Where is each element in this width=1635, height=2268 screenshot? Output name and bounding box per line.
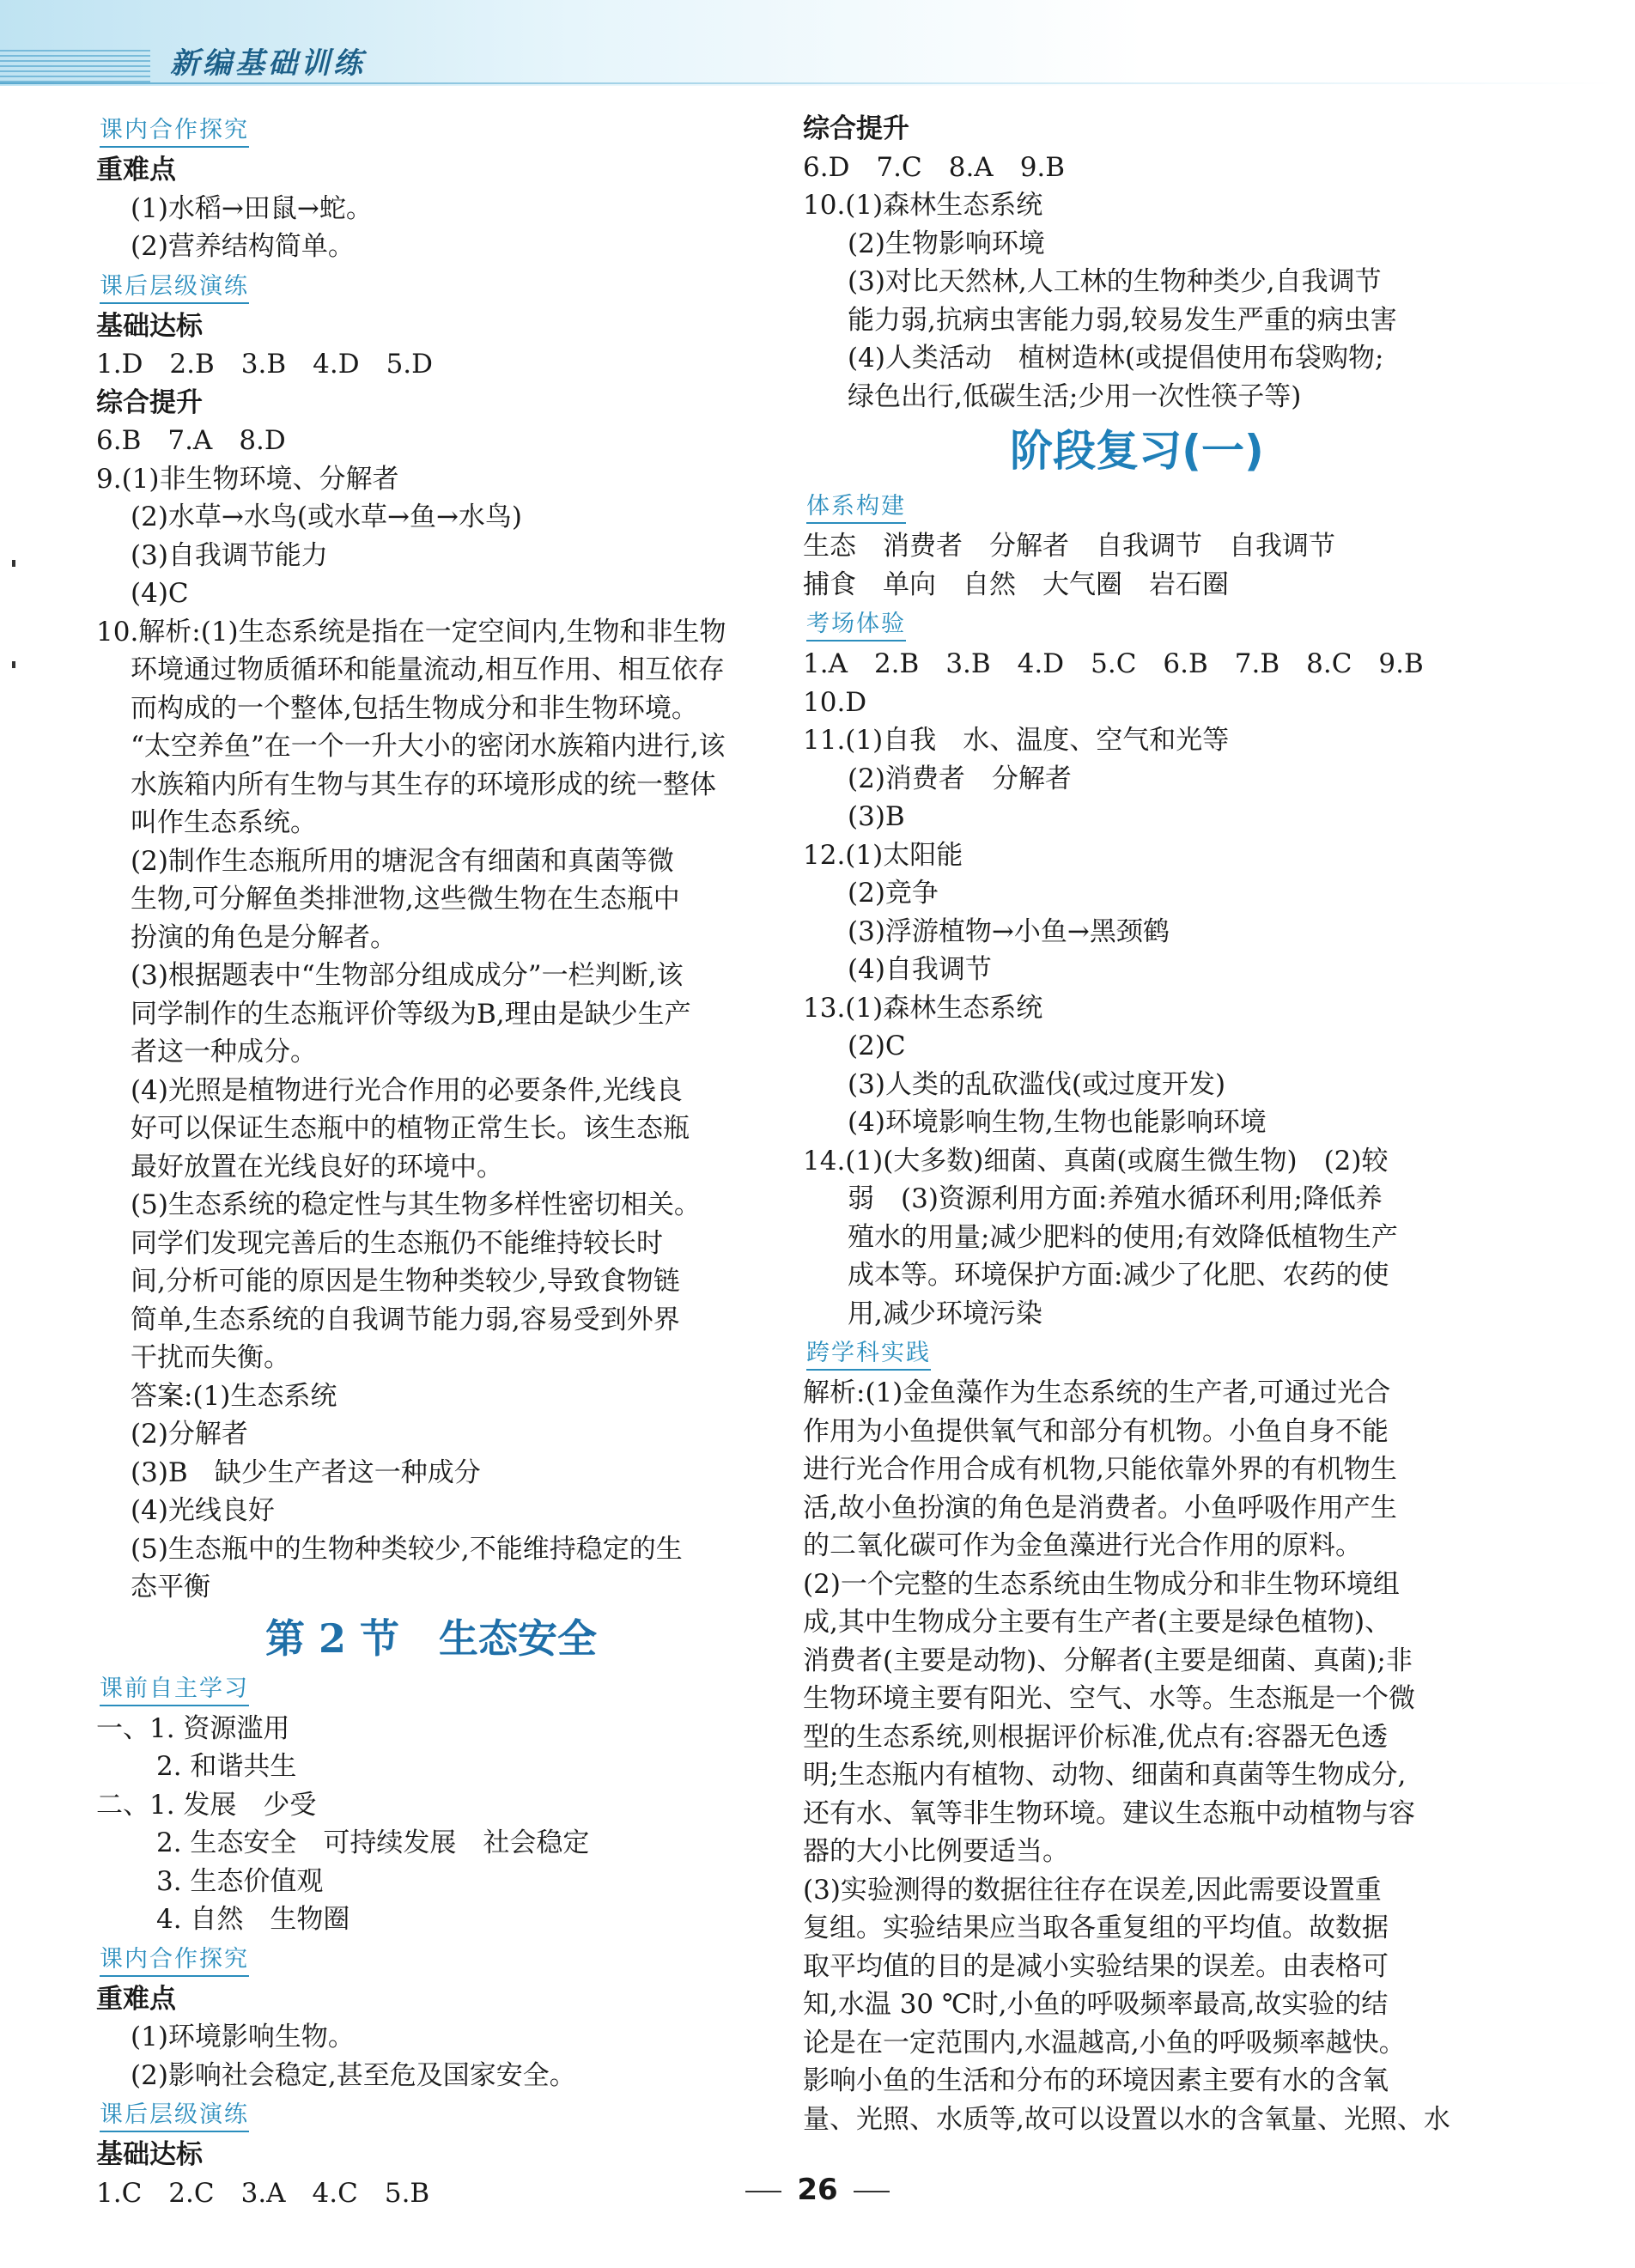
subsection-heading: 重难点 <box>96 1983 176 2015</box>
answer-line: 11.(1)自我 水、温度、空气和光等 <box>803 725 1230 756</box>
answer-line: 明;生态瓶内有植物、动物、细菌和真菌等生物成分, <box>803 1760 1407 1791</box>
left-column <box>96 110 766 2212</box>
answer-line: (3)人类的乱砍滥伐(或过度开发) <box>848 1068 1226 1100</box>
answer-line: (4)自我调节 <box>848 954 992 985</box>
answer-line: 12.(1)太阳能 <box>803 839 963 871</box>
answer-line: (3)浮游植物→小鱼→黑颈鹤 <box>848 915 1170 947</box>
answer-line: (2)影响社会稳定,甚至危及国家安全。 <box>131 2059 576 2091</box>
subsection-heading: 重难点 <box>96 155 176 185</box>
answer-line: 好可以保证生态瓶中的植物正常生长。该生态瓶 <box>131 1113 690 1144</box>
answer-line: 者这一种成分。 <box>131 1037 317 1067</box>
answer-line: 2. 和谐共生 <box>156 1751 297 1782</box>
answer-line: 同学们发现完善后的生态瓶仍不能维持较长时 <box>131 1227 663 1259</box>
answer-line: 叫作生态系统。 <box>131 807 317 838</box>
answer-line: 生物,可分解鱼类排泄物,这些微生物在生态瓶中 <box>131 884 680 915</box>
answer-line: (4)光线良好 <box>131 1495 275 1526</box>
answer-line: 间,分析可能的原因是生物种类较少,导致食物链 <box>131 1266 680 1297</box>
answer-line: (2)竞争 <box>848 878 939 909</box>
answer-line: 生态 消费者 分解者 自我调节 自我调节 <box>803 531 1335 562</box>
section-tag-row <box>803 1333 1471 1374</box>
answer-line: 生物环境主要有阳光、空气、水等。生态瓶是一个微 <box>803 1683 1415 1714</box>
answer-line: 环境通过物质循环和能量流动,相互作用、相互依存 <box>131 654 725 685</box>
section-tag: 课后层级演练 <box>100 271 249 304</box>
answer-line: 同学制作的生态瓶评价等级为B,理由是缺少生产 <box>131 998 691 1030</box>
section-tag-row <box>96 2095 766 2136</box>
answer-line: 1.C 2.C 3.A 4.C 5.B <box>96 2177 430 2209</box>
section-tag-row <box>803 604 1471 645</box>
answer-line: 捕食 单向 自然 大气圈 岩石圈 <box>803 569 1229 600</box>
answer-line: 10.D <box>803 686 867 718</box>
answer-line: 14.(1)(大多数)细菌、真菌(或腐生微生物) (2)较 <box>803 1145 1389 1177</box>
header-decoration <box>0 50 150 82</box>
answer-line: (2)一个完整的生态系统由生物成分和非生物环境组 <box>803 1568 1400 1600</box>
section-tag: 课前自主学习 <box>100 1674 249 1706</box>
answer-line: (2)分解者 <box>131 1419 248 1450</box>
answer-line: (3)根据题表中“生物部分组成成分”一栏判断,该 <box>131 960 684 991</box>
header-divider <box>0 82 1614 84</box>
answer-line: (4)C <box>131 578 189 609</box>
answer-line: 进行光合作用合成有机物,只能依靠外界的有机物生 <box>803 1454 1397 1485</box>
subsection-heading: 综合提升 <box>803 113 909 144</box>
answer-line: (2)水草→水鸟(或水草→鱼→水鸟) <box>131 502 523 532</box>
section-tag: 考场体验 <box>806 609 906 641</box>
answer-line: 活,故小鱼扮演的角色是消费者。小鱼呼吸作用产生 <box>803 1492 1397 1523</box>
answer-line: 论是在一定范围内,水温越高,小鱼的呼吸频率越快。 <box>803 2027 1406 2058</box>
answer-line: 最好放置在光线良好的环境中。 <box>131 1151 503 1183</box>
answer-line: (2)制作生态瓶所用的塘泥含有细菌和真菌等微 <box>131 845 674 877</box>
answer-line: 成本等。环境保护方面:减少了化肥、农药的使 <box>848 1260 1389 1291</box>
answer-line: 解析:(1)金鱼藻作为生态系统的生产者,可通过光合 <box>803 1377 1391 1408</box>
answer-line: 10.(1)森林生态系统 <box>803 190 1043 221</box>
answer-line: 量、光照、水质等,故可以设置以水的含氧量、光照、水 <box>803 2103 1450 2135</box>
answer-line: 影响小鱼的生活和分布的环境因素主要有水的含氧 <box>803 2065 1389 2096</box>
subsection-heading: 综合提升 <box>96 386 203 418</box>
margin-mark <box>12 560 15 567</box>
answer-line: (4)人类活动 植树造林(或提倡使用布袋购物; <box>848 343 1384 374</box>
answer-line: (2)生物影响环境 <box>848 228 1045 259</box>
answer-line: (3)实验测得的数据往往存在误差,因此需要设置重 <box>803 1874 1382 1906</box>
page-number: 26 <box>797 2173 838 2207</box>
section-tag-row <box>96 110 766 151</box>
section-title: 第 2 节 生态安全 <box>264 1614 598 1662</box>
answer-line: 消费者(主要是动物)、分解者(主要是细菌、真菌);非 <box>803 1645 1413 1676</box>
answer-line: 简单,生态系统的自我调节能力弱,容易受到外界 <box>131 1304 680 1335</box>
answer-line: (1)水稻→田鼠→蛇。 <box>131 192 373 224</box>
answer-line: 6.D 7.C 8.A 9.B <box>803 151 1066 183</box>
section-tag: 课内合作探究 <box>100 1944 249 1977</box>
answer-line: 殖水的用量;减少肥料的使用;有效降低植物生产 <box>848 1221 1398 1253</box>
answer-line: (2)消费者 分解者 <box>848 763 1072 794</box>
answer-line: 1.A 2.B 3.B 4.D 5.C 6.B 7.B 8.C 9.B <box>803 648 1424 679</box>
section-tag-row <box>803 486 1471 527</box>
answer-line: 6.B 7.A 8.D <box>96 425 286 456</box>
footer-dash-right <box>854 2191 890 2192</box>
section-tag-row <box>96 1939 766 1980</box>
answer-line: (1)环境影响生物。 <box>131 2022 355 2052</box>
section-tag-row <box>96 266 766 307</box>
section-tag-row <box>96 1669 766 1710</box>
subsection-heading: 基础达标 <box>96 2139 203 2170</box>
answer-line: 的二氧化碳可作为金鱼藻进行光合作用的原料。 <box>803 1530 1362 1561</box>
answer-line: (5)生态瓶中的生物种类较少,不能维持稳定的生 <box>131 1533 683 1565</box>
answer-line: 成,其中生物成分主要有生产者(主要是绿色植物)、 <box>803 1607 1392 1638</box>
answer-line: (2)营养结构简单。 <box>131 231 355 262</box>
section-tag: 跨学科实践 <box>806 1338 931 1371</box>
answer-line: 2. 生态安全 可持续发展 社会稳定 <box>156 1827 590 1858</box>
page-number-footer <box>0 2173 1635 2207</box>
answer-line: 9.(1)非生物环境、分解者 <box>96 463 399 495</box>
answer-line: “太空养鱼”在一个一升大小的密闭水族箱内进行,该 <box>131 731 726 762</box>
answer-line: 复组。实验结果应当取各重复组的平均值。故数据 <box>803 1912 1389 1943</box>
answer-line: (4)光照是植物进行光合作用的必要条件,光线良 <box>131 1074 683 1106</box>
answer-line: 弱 (3)资源利用方面:养殖水循环利用;降低养 <box>848 1183 1383 1214</box>
section-tag: 课内合作探究 <box>100 115 249 148</box>
answer-line: 用,减少环境污染 <box>848 1298 1042 1329</box>
answer-line: 器的大小比例要适当。 <box>803 1836 1069 1867</box>
answer-line: 知,水温 30 ℃时,小鱼的呼吸频率最高,故实验的结 <box>803 1989 1389 2020</box>
answer-line: 型的生态系统,则根据评价标准,优点有:容器无色透 <box>803 1721 1389 1753</box>
chapter-title: 阶段复习(一) <box>1010 426 1264 476</box>
answer-line: 取平均值的目的是减小实验结果的误差。由表格可 <box>803 1950 1389 1982</box>
answer-line: 水族箱内所有生物与其生存的环境形成的统一整体 <box>131 769 716 800</box>
answer-line: (3)对比天然林,人工林的生物种类少,自我调节 <box>848 266 1382 297</box>
answer-line: 能力弱,抗病虫害能力弱,较易发生严重的病虫害 <box>848 304 1397 336</box>
answer-line: 态平衡 <box>131 1572 210 1602</box>
answer-line: 绿色出行,低碳生活;少用一次性筷子等) <box>848 380 1302 412</box>
answer-line: 作用为小鱼提供氧气和部分有机物。小鱼自身不能 <box>803 1415 1389 1447</box>
answer-line: (3)B <box>848 801 905 832</box>
answer-line: (5)生态系统的稳定性与其生物多样性密切相关。 <box>131 1189 701 1220</box>
margin-mark <box>12 661 15 668</box>
answer-line: 答案:(1)生态系统 <box>131 1380 337 1412</box>
header-title: 新编基础训练 <box>170 46 366 81</box>
answer-line: 4. 自然 生物圈 <box>156 1904 350 1935</box>
answer-line: 10.解析:(1)生态系统是指在一定空间内,生物和非生物 <box>96 616 726 648</box>
right-column <box>803 110 1471 2138</box>
answer-line: 而构成的一个整体,包括生物成分和非生物环境。 <box>131 692 698 724</box>
answer-line: 13.(1)森林生态系统 <box>803 992 1043 1024</box>
section-tag: 课后层级演练 <box>100 2100 249 2132</box>
answer-line: (4)环境影响生物,生物也能影响环境 <box>848 1107 1267 1138</box>
answer-line: 3. 生态价值观 <box>156 1865 324 1897</box>
answer-line: (3)B 缺少生产者这一种成分 <box>131 1456 481 1488</box>
subsection-heading: 基础达标 <box>96 310 203 342</box>
answer-line: 干扰而失衡。 <box>131 1342 290 1373</box>
answer-line: 1.D 2.B 3.B 4.D 5.D <box>96 349 434 380</box>
answer-line: 二、1. 发展 少受 <box>96 1789 317 1821</box>
section-tag: 体系构建 <box>806 491 906 524</box>
answer-line: 扮演的角色是分解者。 <box>131 921 397 953</box>
answer-line: 还有水、氧等非生物环境。建议生态瓶中动植物与容 <box>803 1797 1415 1829</box>
answer-line: (2)C <box>848 1031 906 1061</box>
answer-line: 一、1. 资源滥用 <box>96 1712 290 1744</box>
answer-line: (3)自我调节能力 <box>131 539 328 571</box>
footer-dash-left <box>745 2191 781 2192</box>
